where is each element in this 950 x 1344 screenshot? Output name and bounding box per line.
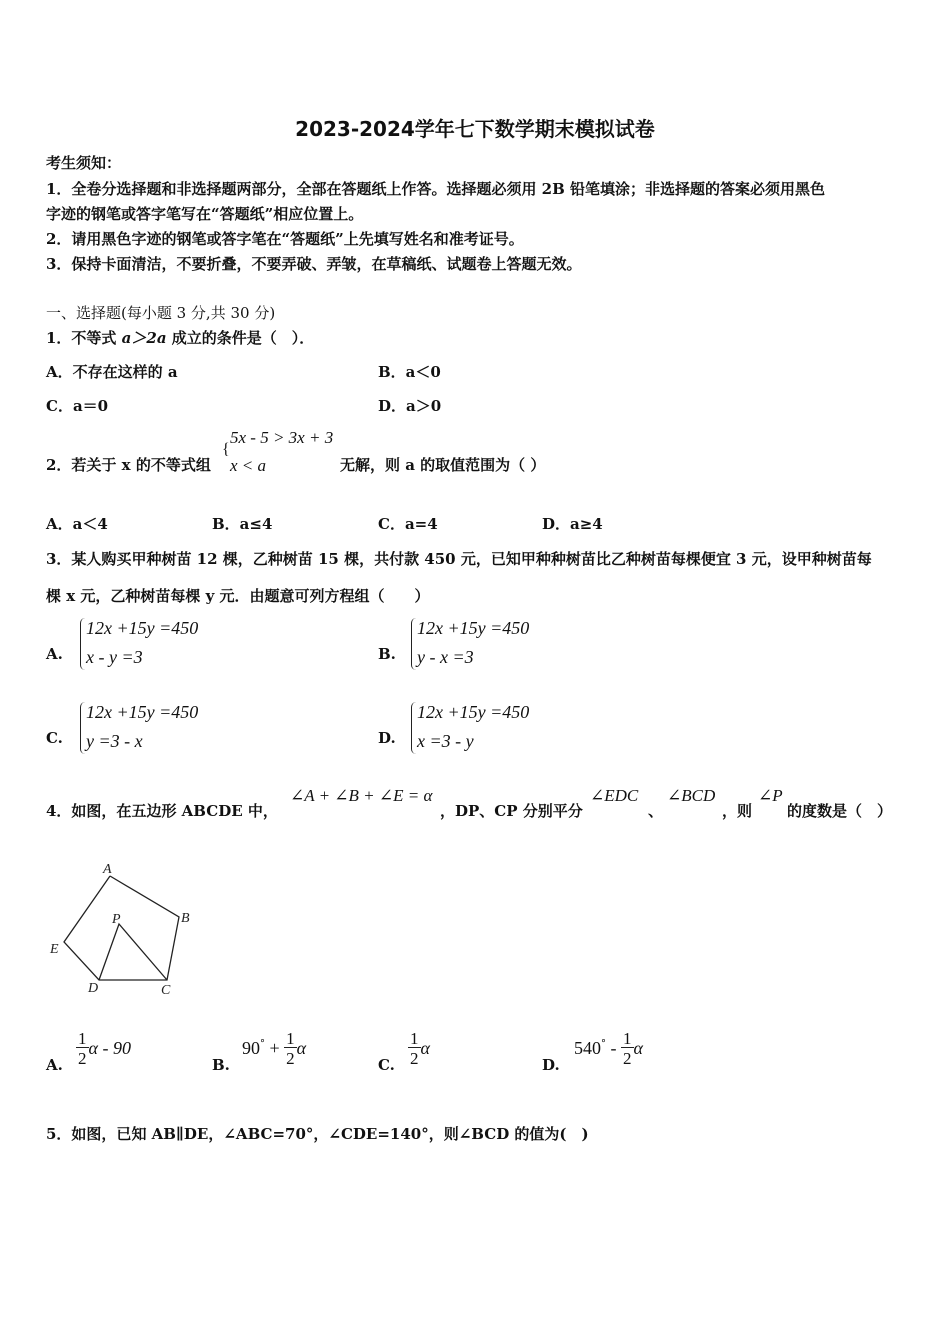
frac-denominator: 2: [410, 1049, 419, 1068]
q4-separator: 、: [648, 802, 664, 820]
q2-option-c[interactable]: C．a=4: [378, 515, 438, 533]
q4-angle-p: ∠P: [758, 786, 783, 805]
notice-line-1b: 字迹的钢笔或答字笔写在“答题纸”相应位置上。: [46, 205, 364, 223]
q1-option-c[interactable]: C．a＝0: [46, 397, 109, 415]
degree-mark: °: [601, 1038, 606, 1050]
question-1: [46, 327, 314, 348]
q1-option-b[interactable]: B．a＜0: [378, 363, 441, 381]
q2-brace: {: [222, 441, 230, 458]
q3-label-b[interactable]: B.: [378, 645, 396, 663]
question-3-line-1: 3．某人购买甲种树苗 12 棵，乙种树苗 15 棵，共付款 450 元，已知甲种种树苗比乙种树苗每棵便宜 3 元，设甲种树苗每: [46, 550, 872, 568]
q2-system-eq2: x < a: [230, 456, 267, 475]
q3-b-brace: [411, 618, 416, 670]
bisector-lines: [99, 924, 167, 980]
question-1-suffix: 成立的条件是（ ）．: [166, 329, 315, 347]
q4-option-a: [76, 1030, 131, 1067]
frac-denominator: 2: [623, 1049, 632, 1068]
q3-a-brace: [80, 618, 85, 670]
question-1-prefix: 1．不等式: [46, 329, 122, 347]
q3-d-brace: [411, 702, 416, 754]
plus-sign: +: [265, 1038, 285, 1058]
question-4-prefix: 4．如图，在五边形 ABCDE 中，: [46, 802, 278, 820]
question-2-stem-a: 2．若关于 x 的不等式组: [46, 456, 211, 474]
frac-numerator: 1: [623, 1029, 632, 1048]
notice-line-1a: 1．全卷分选择题和非选择题两部分，全部在答题纸上作答。选择题必须用 2B 铅笔填涂；非选择题的答案必须用黑色: [46, 180, 826, 198]
q4-condition: ∠A + ∠B + ∠E = α: [290, 786, 433, 805]
frac-numerator: 1: [286, 1029, 295, 1048]
section-heading: 一、选择题(每小题 3 分,共 30 分): [46, 304, 276, 322]
q3-d-eq1: 12x +15y =450: [417, 702, 530, 722]
question-5: 5．如图，已知 AB∥DE，∠ABC=70°，∠CDE=140°，则∠BCD 的值为( ): [46, 1125, 589, 1143]
notice-line-2: 2．请用黑色字迹的钢笔或答字笔在“答题纸”上先填写姓名和准考证号。: [46, 230, 524, 248]
vertex-label-d: D: [88, 981, 99, 996]
q3-label-c[interactable]: C.: [46, 729, 63, 747]
minus-sign: -: [606, 1038, 621, 1058]
q3-c-brace: [80, 702, 85, 754]
q4-a-expr: α - 90: [88, 1038, 131, 1058]
q2-option-a[interactable]: A．a＜4: [46, 515, 108, 533]
frac-denominator: 2: [78, 1049, 87, 1068]
q2-system-eq1: 5x - 5 > 3x + 3: [230, 428, 334, 447]
q1-option-a[interactable]: A．不存在这样的 a: [46, 363, 178, 381]
q2-option-b[interactable]: B．a≤4: [212, 515, 273, 533]
q4-d-alpha: α: [633, 1038, 643, 1058]
page-title: 2023-2024学年七下数学期末模拟试卷: [295, 117, 655, 141]
pentagon-outline: [64, 876, 179, 980]
q1-option-d[interactable]: D．a＞0: [378, 397, 442, 415]
q3-b-eq1: 12x +15y =450: [417, 618, 530, 638]
vertex-label-p: P: [112, 912, 121, 927]
question-4-then: ，则: [722, 802, 753, 820]
q3-label-a[interactable]: A.: [46, 645, 63, 663]
q4-angle-edc: ∠EDC: [590, 786, 639, 805]
frac-numerator: 1: [78, 1029, 87, 1048]
question-4-suffix: 的度数是（ ）: [787, 802, 893, 820]
q3-c-eq2: y =3 - x: [86, 731, 143, 751]
q4-b-alpha: α: [296, 1038, 307, 1058]
q4-option-d: [574, 1030, 643, 1067]
q4-c-fraction: [408, 1030, 421, 1067]
q3-label-d[interactable]: D.: [378, 729, 396, 747]
q4-label-d[interactable]: D.: [542, 1056, 560, 1074]
degree-mark: °: [260, 1038, 265, 1050]
q3-b-eq2: y - x =3: [417, 647, 474, 667]
q3-a-eq2: x - y =3: [86, 647, 143, 667]
question-3-line-2: 棵 x 元，乙种树苗每棵 y 元．由题意可列方程组（ ）: [46, 587, 430, 605]
q2-option-d[interactable]: D．a≥4: [542, 515, 603, 533]
vertex-label-a: A: [103, 862, 112, 877]
q4-c-alpha: α: [420, 1038, 430, 1058]
question-2-stem-b: 无解，则 a 的取值范围为（ ）: [340, 456, 546, 474]
q4-b-fraction: [284, 1030, 297, 1067]
frac-denominator: 2: [286, 1049, 295, 1068]
q4-a-fraction: [76, 1030, 89, 1067]
vertex-label-c: C: [161, 983, 171, 998]
q4-angle-bcd: ∠BCD: [667, 786, 716, 805]
notice-line-3: 3．保持卡面清洁，不要折叠，不要弄破、弄皱，在草稿纸、试题卷上答题无效。: [46, 255, 582, 273]
vertex-label-e: E: [50, 942, 59, 957]
q4-option-b: [242, 1030, 306, 1067]
q4-option-c: [408, 1030, 430, 1067]
q4-d-fraction: [621, 1030, 634, 1067]
question-1-expr: a＞2a: [121, 329, 167, 347]
frac-numerator: 1: [410, 1029, 419, 1048]
notice-heading: 考生须知：: [46, 154, 122, 172]
q3-a-eq1: 12x +15y =450: [86, 618, 199, 638]
pentagon-figure: [40, 852, 210, 1002]
q4-label-a[interactable]: A.: [46, 1056, 63, 1074]
q3-d-eq2: x =3 - y: [417, 731, 474, 751]
q4-label-b[interactable]: B.: [212, 1056, 230, 1074]
q4-d-number: 540: [574, 1038, 601, 1058]
question-4-mid: ，DP、CP 分别平分: [440, 802, 583, 820]
q4-label-c[interactable]: C.: [378, 1056, 395, 1074]
q3-c-eq1: 12x +15y =450: [86, 702, 199, 722]
vertex-label-b: B: [181, 911, 190, 926]
q4-b-number: 90: [242, 1038, 260, 1058]
